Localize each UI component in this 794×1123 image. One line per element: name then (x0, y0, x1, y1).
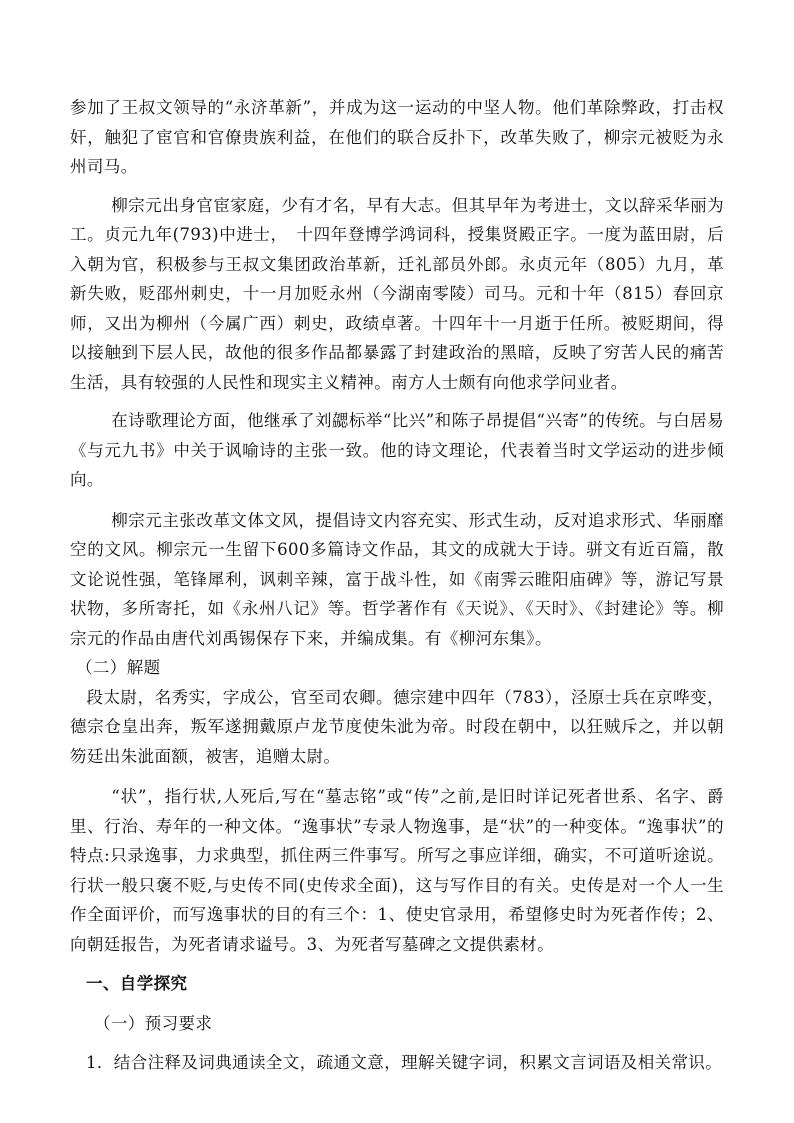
paragraph-poetry-theory: 在诗歌理论方面，他继承了刘勰标举“比兴”和陈子昂提倡“兴寄”的传统。与白居易《与元九书》中关于讽喻诗的主张一致。他的诗文理论，代表着当时文学运动的进步倾向。 (70, 411, 724, 489)
heading-preview-requirements: （一）预习要求 (94, 1013, 213, 1033)
paragraph-yongji-reform: 参加了王叔文领导的“永济革新”，并成为这一运动的中坚人物。他们革除弊政，打击权奸，触犯了宦官和官僚贵族利益，在他们的联合反扑下，改革失败了，柳宗元被贬为永州司马。 (70, 98, 724, 176)
paragraph-duan-taiwei: 段太尉，名秀实，字成公，官至司农卿。德宗建中四年（783），泾原士兵在京哗变，德宗仓皇出奔，叛军遂拥戴原卢龙节度使朱泚为帝。时段在朝中，以狂贼斥之，并以朝笏廷出朱泚面额，被害，追赠太尉。 (70, 687, 724, 766)
paragraph-prose-style: 柳宗元主张改革文体文风，提倡诗文内容充实、形式生动，反对追求形式、华丽靡空的文风。柳宗元一生留下600多篇诗文作品，其文的成就大于诗。骈文有近百篇，散文论说性强，笔锋犀利，讽刺辛辣，富于战斗性，如《南霁云睢阳庙碑》等，游记写景状物，多所寄托，如《永州八记》等。哲学著作有《天说》、《天时》、《封建论》等。柳宗元的作品由唐代刘禹锡保存下来，并编成集。有《柳河东集》。 (70, 510, 724, 648)
paragraph-xingzhuang: “状”，指行状,人死后,写在“墓志铭”或“传”之前,是旧时详记死者世系、名字、爵里、行治、寿年的一种文体。“逸事状”专录人物逸事，是“状”的一种变体。“逸事状”的特点:只录逸事，力求典型，抓住两三件事写。所写之事应详细，确实，不可道听途说。行状一般只褒不贬,与史传不同(史传求全面)，这与写作目的有关。史传是对一个人一生作全面评价，而写逸事状的目的有三个：1、使史官录用，希望修史时为死者作传；2、向朝廷报告，为死者请求谥号。3、为死者写墓碑之文提供素材。 (70, 787, 724, 954)
paragraph-biography: 柳宗元出身官宦家庭，少有才名，早有大志。但其早年为考进士，文以辞采华丽为工。贞元九年(793)中进士， 十四年登博学鸿词科，授集贤殿正字。一度为蓝田尉，后入朝为官，积极参与王叔文集团政治革新，迁礼部员外郎。永贞元年（805）九月，革新失败，贬邵州刺史，十一月加贬永州（今湖南零陵）司马。元和十年（815）春回京师，又出为柳州（今属广西）刺史，政绩卓著。十四年十一月逝于任所。被贬期间，得以接触到下层人民，故他的很多作品都暴露了封建政治的黑暗，反映了穷苦人民的痛苦生活，具有较强的人民性和现实主义精神。南方人士颇有向他求学问业者。 (70, 195, 724, 392)
heading-self-study: 一、自学探究 (86, 974, 188, 993)
document-page (70, 93, 724, 1078)
list-item-preview-1: 1．结合注释及词典通读全文，疏通文意，理解关键字词，积累文言词语及相关常识。 (86, 1053, 723, 1072)
heading-title-explanation: （二）解题 (76, 658, 161, 677)
